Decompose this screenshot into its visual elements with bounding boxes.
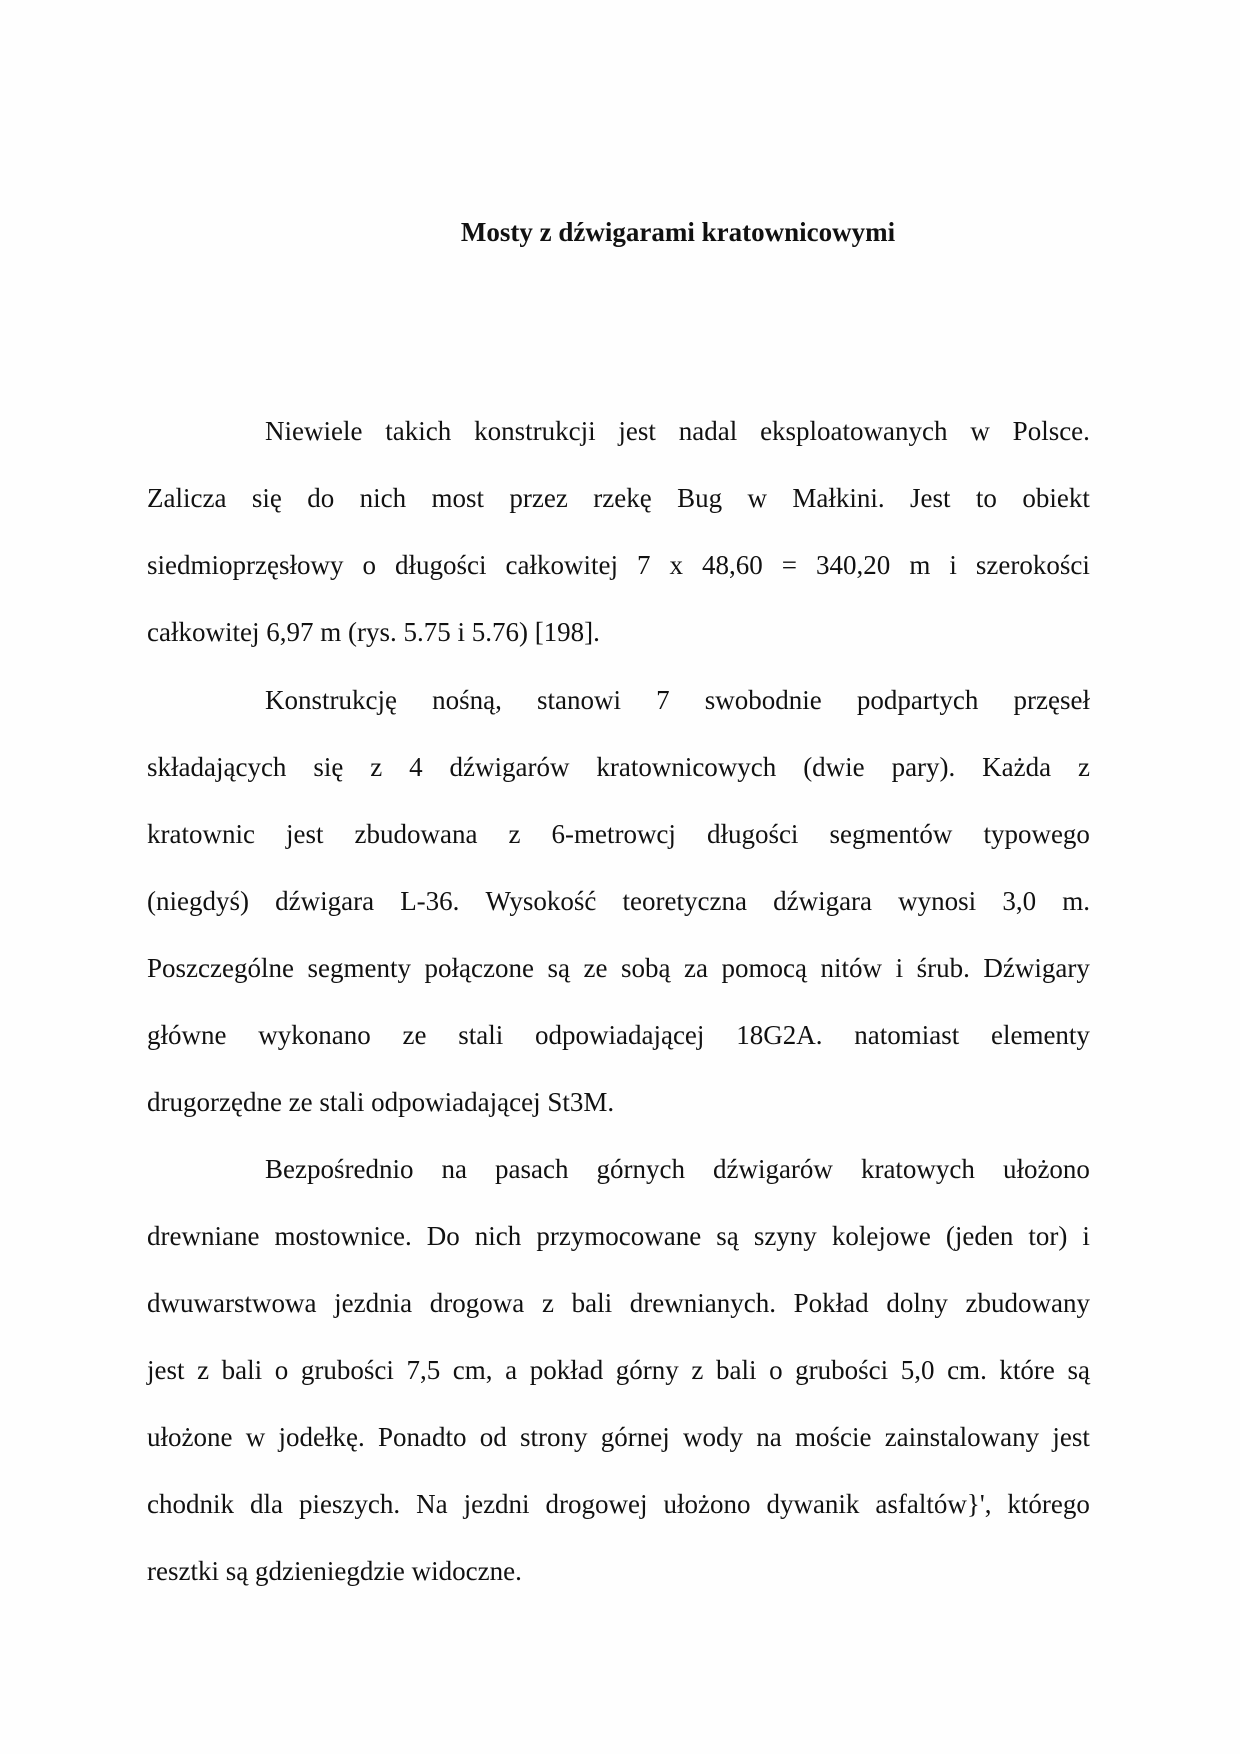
text-line: chodnik dla pieszych. Na jezdni drogowej ułożono dywanik asfaltów}', którego	[147, 1489, 1090, 1519]
text-line: drewniane mostownice. Do nich przymocowane są szyny kolejowe (jeden tor) i	[147, 1221, 1090, 1251]
text-line: Poszczególne segmenty połączone są ze sobą za pomocą nitów i śrub. Dźwigary	[147, 953, 1090, 983]
text-line: drugorzędne ze stali odpowiadającej St3M.	[147, 1087, 615, 1117]
text-line: Bezpośrednio na pasach górnych dźwigarów kratowych ułożono	[265, 1154, 1090, 1184]
text-line: kratownic jest zbudowana z 6-metrowcj długości segmentów typowego	[147, 819, 1090, 849]
text-line: dwuwarstwowa jezdnia drogowa z bali drewnianych. Pokład dolny zbudowany	[147, 1288, 1090, 1318]
document-title: Mosty z dźwigarami kratownicowymi	[460, 217, 896, 247]
text-line: siedmioprzęsłowy o długości całkowitej 7 x 48,60 = 340,20 m i szerokości	[147, 550, 1090, 580]
text-line: resztki są gdzieniegdzie widoczne.	[147, 1556, 522, 1586]
text-line: składających się z 4 dźwigarów kratownicowych (dwie pary). Każda z	[147, 752, 1090, 782]
text-line: główne wykonano ze stali odpowiadającej 18G2A. natomiast elementy	[147, 1020, 1090, 1050]
text-line: ułożone w jodełkę. Ponadto od strony górnej wody na moście zainstalowany jest	[147, 1422, 1090, 1452]
text-line: Zalicza się do nich most przez rzekę Bug w Małkini. Jest to obiekt	[147, 483, 1090, 513]
text-line: Konstrukcję nośną, stanowi 7 swobodnie podpartych przęseł	[265, 685, 1090, 715]
text-line: całkowitej 6,97 m (rys. 5.75 i 5.76) [198].	[147, 617, 600, 647]
text-line: (niegdyś) dźwigara L-36. Wysokość teoretyczna dźwigara wynosi 3,0 m.	[147, 886, 1090, 916]
text-line: jest z bali o grubości 7,5 cm, a pokład górny z bali o grubości 5,0 cm. które są	[147, 1355, 1090, 1385]
text-line: Niewiele takich konstrukcji jest nadal eksploatowanych w Polsce.	[265, 416, 1090, 446]
